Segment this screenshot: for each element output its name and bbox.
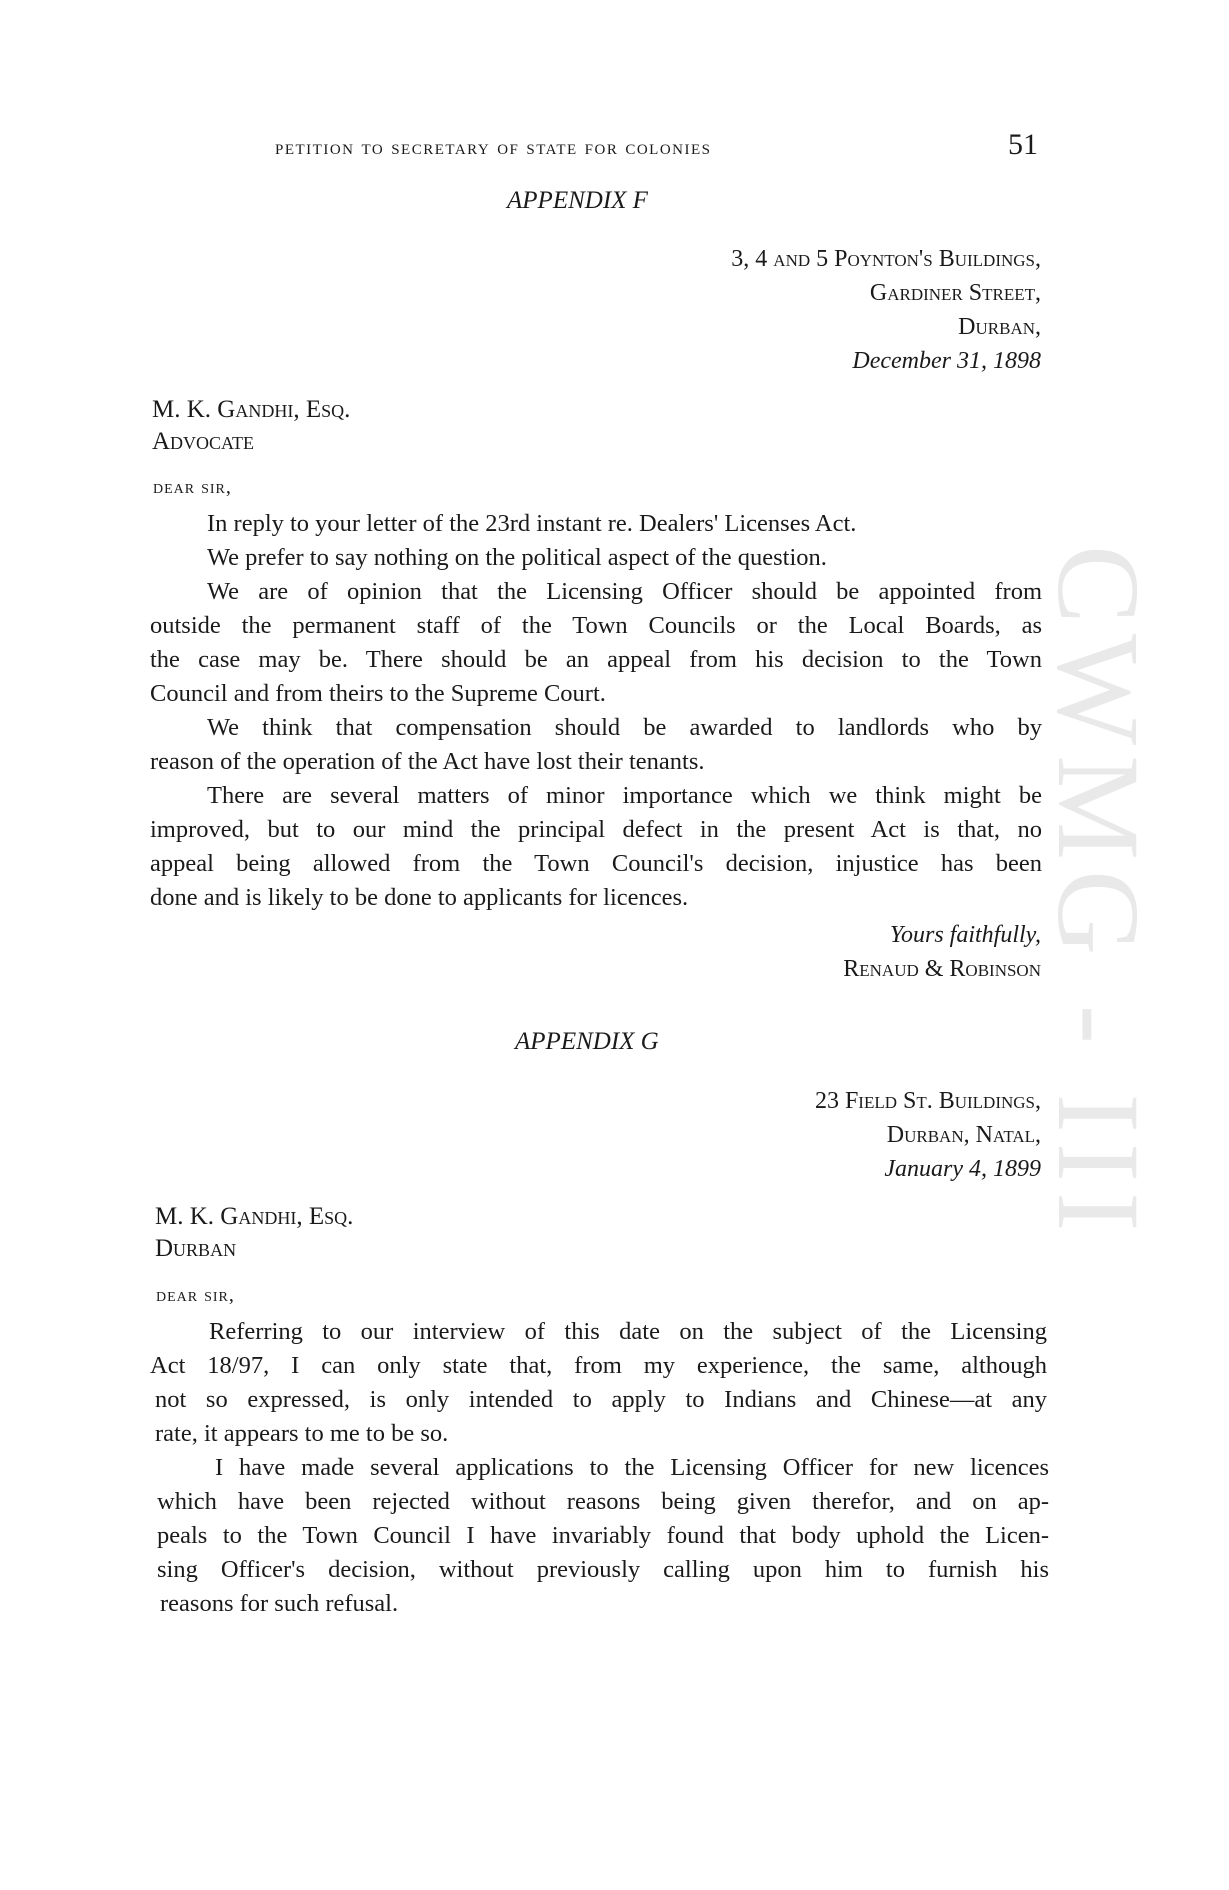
appendix-f-body-line: We are of opinion that the Licensing Officer should be appointed from	[207, 578, 1042, 605]
appendix-f-body-line: Council and from theirs to the Supreme Court.	[150, 680, 606, 707]
appendix-f-body-line: There are several matters of minor importance which we think might be	[207, 782, 1042, 809]
appendix-f-salutation: dear sir,	[153, 476, 232, 498]
appendix-f-body-line: We prefer to say nothing on the political aspect of the question.	[207, 544, 827, 571]
appendix-g-body-line: Act 18/97, I can only state that, from my experience, the same, although	[150, 1352, 1047, 1379]
appendix-g-addressee-location: Durban	[155, 1235, 237, 1262]
appendix-f-body-line: reason of the operation of the Act have lost their tenants.	[150, 748, 705, 775]
appendix-g-body-line: which have been rejected without reasons being given therefor, and on ap-	[157, 1488, 1049, 1515]
appendix-g-body-line: Referring to our interview of this date on the subject of the Licensing	[209, 1318, 1047, 1345]
appendix-f-signature: Renaud & Robinson	[843, 956, 1041, 982]
appendix-f-body-line: appeal being allowed from the Town Council's decision, injustice has been	[150, 850, 1042, 877]
appendix-g-body-line: sing Officer's decision, without previously calling upon him to furnish his	[157, 1556, 1049, 1583]
appendix-f-body-line: the case may be. There should be an appeal from his decision to the Town	[150, 646, 1042, 673]
appendix-f-date: December 31, 1898	[852, 348, 1041, 374]
appendix-g-addressee-name: M. K. Gandhi, Esq.	[155, 1203, 354, 1230]
appendix-f-body-line: outside the permanent staff of the Town Councils or the Local Boards, as	[150, 612, 1042, 639]
appendix-g-body-line: reasons for such refusal.	[160, 1590, 399, 1617]
appendix-f-address-line-3: Durban,	[958, 314, 1041, 340]
appendix-f-body-line: In reply to your letter of the 23rd instant re. Dealers' Licenses Act.	[207, 510, 857, 537]
appendix-g-address-line-2: Durban, Natal,	[886, 1122, 1041, 1148]
appendix-g-body-line: rate, it appears to me to be so.	[155, 1420, 449, 1447]
appendix-f-address-line-2: Gardiner Street,	[869, 280, 1041, 306]
appendix-g-body-line: peals to the Town Council I have invariably found that body uphold the Licen-	[157, 1522, 1049, 1549]
appendix-g-body-line: I have made several applications to the Licensing Officer for new licences	[215, 1454, 1049, 1481]
appendix-f-addressee-title: Advocate	[152, 428, 255, 455]
appendix-g-address-line-1: 23 Field St. Buildings,	[814, 1088, 1041, 1114]
appendix-f-addressee-name: M. K. Gandhi, Esq.	[152, 396, 351, 423]
watermark: CWMG - III	[1033, 545, 1164, 1242]
appendix-f-title: APPENDIX F	[507, 187, 648, 214]
appendix-f-body-line: We think that compensation should be awarded to landlords who by	[207, 714, 1042, 741]
appendix-f-body-line: improved, but to our mind the principal defect in the present Act is that, no	[150, 816, 1042, 843]
running-head: petition to secretary of state for colonies	[275, 134, 712, 159]
appendix-g-date: January 4, 1899	[884, 1156, 1041, 1182]
appendix-f-address-line-1: 3, 4 and 5 Poynton's Buildings,	[731, 246, 1041, 272]
appendix-f-closing: Yours faithfully,	[889, 922, 1041, 948]
appendix-g-title: APPENDIX G	[515, 1028, 659, 1055]
page-number: 51	[1008, 128, 1038, 161]
appendix-f-body-line: done and is likely to be done to applicants for licences.	[150, 884, 689, 911]
appendix-g-body-line: not so expressed, is only intended to apply to Indians and Chinese—at any	[155, 1386, 1047, 1413]
appendix-g-salutation: dear sir,	[156, 1284, 235, 1306]
